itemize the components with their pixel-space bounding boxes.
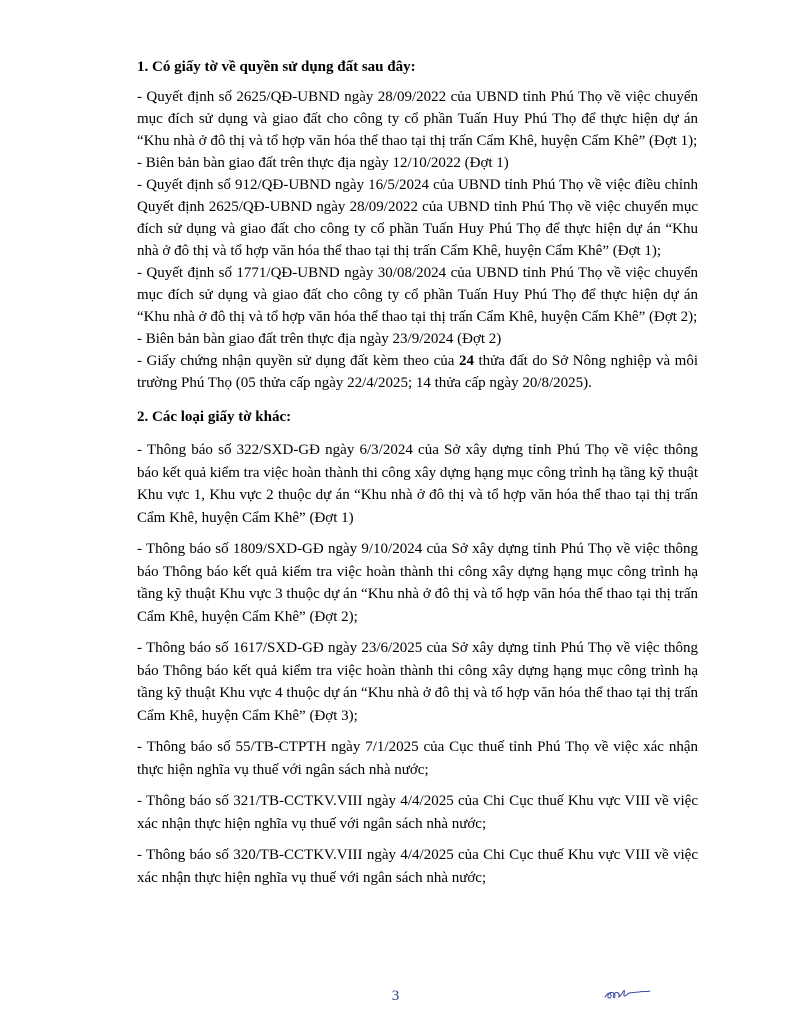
- parcel-count: 24: [458, 353, 474, 369]
- list-item: - Biên bản bàn giao đất trên thực địa ngày 23/9/2024 (Đợt 2): [137, 331, 502, 347]
- list-item: - Thông báo số 322/SXD-GĐ ngày 6/3/2024 của Sở xây dựng tỉnh Phú Thọ về việc thông báo kết quả kiểm tra việc hoàn thành thi công xây dựng hạng mục công trình hạ tầng kỹ thuật Khu vực 1, Khu vực 2 thuộc dự án “Khu nhà ở đô thị và tổ hợp văn hóa thể thao tại thị trấn Cẩm Khê, huyện Cẩm Khê” (Đợt 1): [137, 442, 698, 526]
- list-item: - Thông báo số 320/TB-CCTKV.VIII ngày 4/4/2025 của Chi Cục thuế Khu vực VIII về việc xác nhận thực hiện nghĩa vụ thuế với ngân sách nhà nước;: [137, 847, 698, 886]
- certificate-text-before: - Giấy chứng nhận quyền sử dụng đất kèm theo của: [137, 353, 459, 369]
- list-item: - Quyết định số 1771/QĐ-UBND ngày 30/08/2024 của UBND tỉnh Phú Thọ về việc chuyển mục đích sử dụng và giao đất cho công ty cổ phần Tuấn Huy Phú Thọ để thực hiện dự án “Khu nhà ở đô thị và tổ hợp văn hóa thể thao tại thị trấn Cẩm Khê, huyện Cẩm Khê” (Đợt 2);: [137, 265, 698, 325]
- section-1-heading: 1. Có giấy tờ về quyền sử dụng đất sau đây:: [137, 59, 416, 75]
- certificate-text-after: thửa đất do Sở Nông nghiệp và môi trường Phú Thọ (05 thửa cấp ngày 22/4/2025; 14 thửa cấp ngày 20/8/2025).: [137, 353, 698, 391]
- list-item: - Thông báo số 321/TB-CCTKV.VIII ngày 4/4/2025 của Chi Cục thuế Khu vực VIII về việc xác nhận thực hiện nghĩa vụ thuế với ngân sách nhà nước;: [137, 793, 698, 832]
- section-2-heading: 2. Các loại giấy tờ khác:: [137, 409, 292, 425]
- list-item: - Quyết định số 912/QĐ-UBND ngày 16/5/2024 của UBND tỉnh Phú Thọ về việc điều chỉnh Quyết định 2625/QĐ-UBND ngày 28/09/2022 của UBND tỉnh Phú Thọ về việc chuyển mục đích sử dụng và giao đất cho công ty cổ phần Tuấn Huy Phú Thọ để thực hiện dự án “Khu nhà ở đô thị và tổ hợp văn hóa thể thao tại thị trấn Cẩm Khê, huyện Cẩm Khê” (Đợt 1);: [137, 177, 698, 259]
- document-page: [137, 56, 698, 898]
- list-item: - Thông báo số 1617/SXD-GĐ ngày 23/6/2025 của Sở xây dựng tỉnh Phú Thọ về việc thông báo Thông báo kết quả kiểm tra việc hoàn thành thi công xây dựng hạng mục công trình hạ tầng kỹ thuật Khu vực 4 thuộc dự án “Khu nhà ở đô thị và tổ hợp văn hóa thể thao tại thị trấn Cẩm Khê, huyện Cẩm Khê” (Đợt 3);: [137, 640, 698, 724]
- list-item-certificate: [137, 350, 698, 394]
- list-item: - Biên bản bàn giao đất trên thực địa ngày 12/10/2022 (Đợt 1): [137, 155, 509, 171]
- list-item: - Quyết định số 2625/QĐ-UBND ngày 28/09/2022 của UBND tỉnh Phú Thọ về việc chuyển mục đích sử dụng và giao đất cho công ty cổ phần Tuấn Huy Phú Thọ để thực hiện dự án “Khu nhà ở đô thị và tổ hợp văn hóa thể thao tại thị trấn Cẩm Khê, huyện Cẩm Khê” (Đợt 1);: [137, 89, 698, 149]
- list-item: - Thông báo số 55/TB-CTPTH ngày 7/1/2025 của Cục thuế tỉnh Phú Thọ về việc xác nhận thực hiện nghĩa vụ thuế với ngân sách nhà nước;: [137, 739, 698, 778]
- section-land-use-documents: [137, 56, 698, 394]
- list-item: - Thông báo số 1809/SXD-GĐ ngày 9/10/2024 của Sở xây dựng tỉnh Phú Thọ về việc thông báo Thông báo kết quả kiểm tra việc hoàn thành thi công xây dựng hạng mục công trình hạ tầng kỹ thuật Khu vực 3 thuộc dự án “Khu nhà ở đô thị và tổ hợp văn hóa thể thao tại thị trấn Cẩm Khê, huyện Cẩm Khê” (Đợt 2);: [137, 541, 698, 625]
- section-other-documents: [137, 406, 698, 889]
- page-number: 3: [391, 988, 400, 1004]
- signature-initials: [603, 983, 653, 1003]
